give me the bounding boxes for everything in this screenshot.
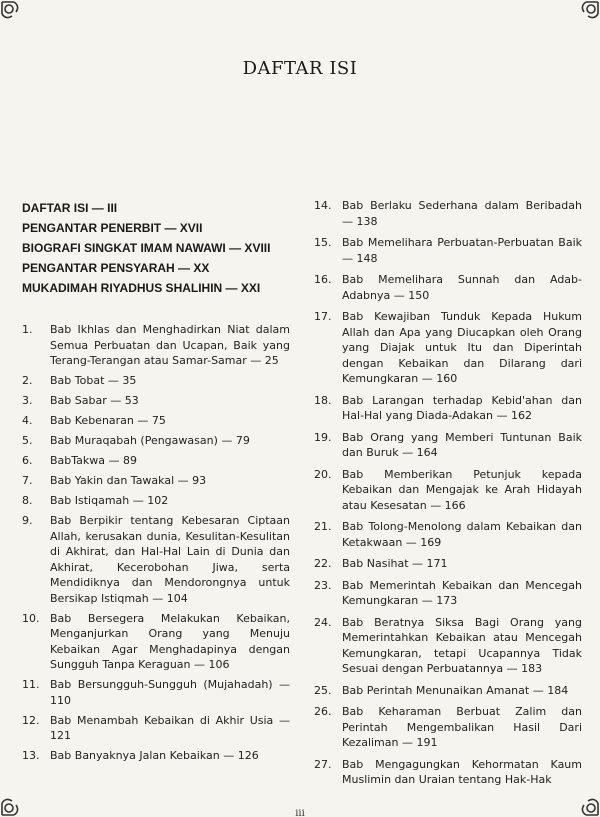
page-title: DAFTAR ISI: [242, 58, 358, 79]
entry-number: 26.: [314, 705, 332, 718]
entry-number: 9.: [22, 514, 33, 527]
front-matter-item[interactable]: DAFTAR ISI — III: [22, 201, 118, 215]
toc-entry[interactable]: [22, 513, 290, 606]
toc-entry[interactable]: [22, 413, 290, 429]
entry-number: 1.: [22, 323, 33, 336]
entry-number: 20.: [314, 467, 332, 481]
entry-text: Bab Keharaman Berbuat Zalim dan Perintah Mengembalikan Hasil Dari Kezaliman — 191: [342, 705, 582, 749]
entry-text: Bab Ikhlas dan Menghadirkan Niat dalam Semua Perbuatan dan Ucapan, Baik yang Terang-Terangan atau Samar-Samar — 25: [50, 323, 290, 367]
toc-entry[interactable]: [22, 393, 290, 409]
entry-number: 21.: [314, 520, 332, 533]
entry-number: 17.: [314, 310, 332, 323]
toc-entry[interactable]: [314, 757, 582, 788]
entry-number: 24.: [314, 615, 332, 629]
entry-text: Bab Tolong-Menolong dalam Kebaikan dan Ketakwaan — 169: [342, 520, 582, 549]
entry-text: Bab Muraqabah (Pengawasan) — 79: [50, 434, 250, 447]
entry-number: 23.: [314, 578, 332, 592]
front-matter-item[interactable]: PENGANTAR PENERBIT — XVII: [22, 221, 203, 235]
entry-text: Bab Bersungguh-Sungguh (Mujahadah) — 110: [50, 678, 290, 707]
toc-entry[interactable]: [22, 713, 290, 744]
entry-text: Bab Sabar — 53: [50, 394, 139, 407]
front-matter-item[interactable]: PENGANTAR PENSYARAH — XX: [22, 261, 210, 275]
entry-text: Bab Kewajiban Tunduk Kepada Hukum Allah dan Apa yang Diucapkan oleh Orang yang Diajak untuk Itu dan Diperintah dengan Kebaikan dan Dilarang dari Kemungkaran — 160: [342, 310, 582, 385]
toc-entry[interactable]: [314, 393, 582, 424]
toc-entry[interactable]: [22, 373, 290, 389]
entry-number: 6.: [22, 454, 33, 467]
entry-number: 5.: [22, 434, 33, 447]
entry-text: Bab Nasihat — 171: [342, 557, 448, 570]
toc-entry[interactable]: [314, 467, 582, 514]
entry-number: 18.: [314, 393, 332, 407]
entry-text: Bab Bersegera Melakukan Kebaikan, Menganjurkan Orang yang Menuju Kebaikan Agar Menghadapinya dengan Sungguh Tanpa Keraguan — 106: [50, 611, 290, 671]
corner-ornament-icon: [564, 0, 600, 36]
toc-entry[interactable]: [314, 235, 582, 266]
toc-entry[interactable]: [22, 611, 290, 673]
entry-text: Bab Tobat — 35: [50, 374, 137, 387]
entry-number: 7.: [22, 474, 33, 487]
toc-entry[interactable]: [22, 433, 290, 449]
toc-column-right: [314, 198, 582, 794]
entry-text: Bab Memberikan Petunjuk kepada Kebaikan dan Mengajak ke Arah Hidayah atau Kesesatan — 166: [342, 467, 582, 512]
toc-entry[interactable]: [314, 519, 582, 550]
entry-text: Bab Memelihara Sunnah dan Adab-Adabnya — 150: [342, 273, 582, 302]
toc-entry[interactable]: [22, 473, 290, 489]
entry-number: 22.: [314, 557, 332, 570]
toc-entry[interactable]: [314, 556, 582, 572]
entry-number: 11.: [22, 678, 40, 691]
toc-entry[interactable]: [22, 677, 290, 708]
toc-entry[interactable]: [314, 578, 582, 609]
entry-number: 13.: [22, 749, 40, 762]
entry-number: 4.: [22, 414, 33, 427]
entry-text: Bab Kebenaran — 75: [50, 414, 166, 427]
entry-text: Bab Menambah Kebaikan di Akhir Usia — 121: [50, 713, 290, 742]
toc-entry[interactable]: [314, 704, 582, 751]
entry-number: 12.: [22, 713, 40, 727]
entry-number: 15.: [314, 236, 332, 249]
corner-ornament-icon: [0, 0, 36, 36]
toc-entry[interactable]: [22, 322, 290, 369]
toc-entry[interactable]: [22, 748, 290, 764]
entry-text: Bab Perintah Menunaikan Amanat — 184: [342, 683, 569, 697]
entry-text: Bab Berlaku Sederhana dalam Beribadah — 138: [342, 199, 582, 228]
entry-number: 10.: [22, 611, 40, 625]
toc-entry[interactable]: [314, 683, 582, 699]
entry-text: Bab Mengagungkan Kehormatan Kaum Muslimin dan Uraian tentang Hak-Hak: [342, 757, 582, 786]
front-matter-item[interactable]: MUKADIMAH RIYADHUS SHALIHIN — XXI: [22, 281, 261, 295]
front-matter-item[interactable]: BIOGRAFI SINGKAT IMAM NAWAWI — XVIII: [22, 241, 271, 255]
entry-number: 3.: [22, 394, 33, 407]
toc-entry[interactable]: [22, 453, 290, 469]
entry-text: BabTakwa — 89: [50, 454, 138, 467]
entry-number: 19.: [314, 430, 332, 444]
entry-text: Bab Istiqamah — 102: [50, 494, 169, 507]
entry-text: Bab Larangan terhadap Kebid'ahan dan Hal-Hal yang Diada-Adakan — 162: [342, 393, 582, 422]
toc-column-left: [22, 198, 290, 768]
entry-number: 25.: [314, 683, 332, 697]
entry-number: 27.: [314, 757, 332, 771]
entry-number: 14.: [314, 199, 332, 212]
toc-entry[interactable]: [314, 272, 582, 303]
entry-text: Bab Banyaknya Jalan Kebaikan — 126: [50, 749, 259, 762]
entry-text: Bab Orang yang Memberi Tuntunan Baik dan Buruk — 164: [342, 430, 582, 459]
page-number: iii: [295, 809, 305, 817]
toc-entry[interactable]: [314, 309, 582, 387]
entry-text: Bab Beratnya Siksa Bagi Orang yang Memerintahkan Kebaikan atau Mencegah Kemungkaran, tetapi Ucapannya Tidak Sesuai dengan Perbuatannya — 183: [342, 615, 582, 675]
entry-number: 16.: [314, 273, 332, 286]
toc-entry[interactable]: [314, 615, 582, 677]
toc-entry[interactable]: [314, 198, 582, 229]
entry-text: Bab Yakin dan Tawakal — 93: [50, 474, 207, 487]
entry-text: Bab Berpikir tentang Kebesaran Ciptaan Allah, kerusakan dunia, Kesulitan-Kesulitan di Akhirat, dan Hal-Hal Lain di Dunia dan Akhirat, Kecerobohan Jiwa, serta Mendidiknya dan Mendorongnya untuk Bersikap Istiqmah — 104: [50, 514, 290, 605]
entry-number: 8.: [22, 494, 33, 507]
front-matter-list: [22, 198, 290, 298]
entry-number: 2.: [22, 374, 33, 387]
toc-entry[interactable]: [22, 493, 290, 509]
entry-text: Bab Memelihara Perbuatan-Perbuatan Baik — 148: [342, 236, 582, 265]
entry-text: Bab Memerintah Kebaikan dan Mencegah Kemungkaran — 173: [342, 578, 582, 607]
toc-entry[interactable]: [314, 430, 582, 461]
